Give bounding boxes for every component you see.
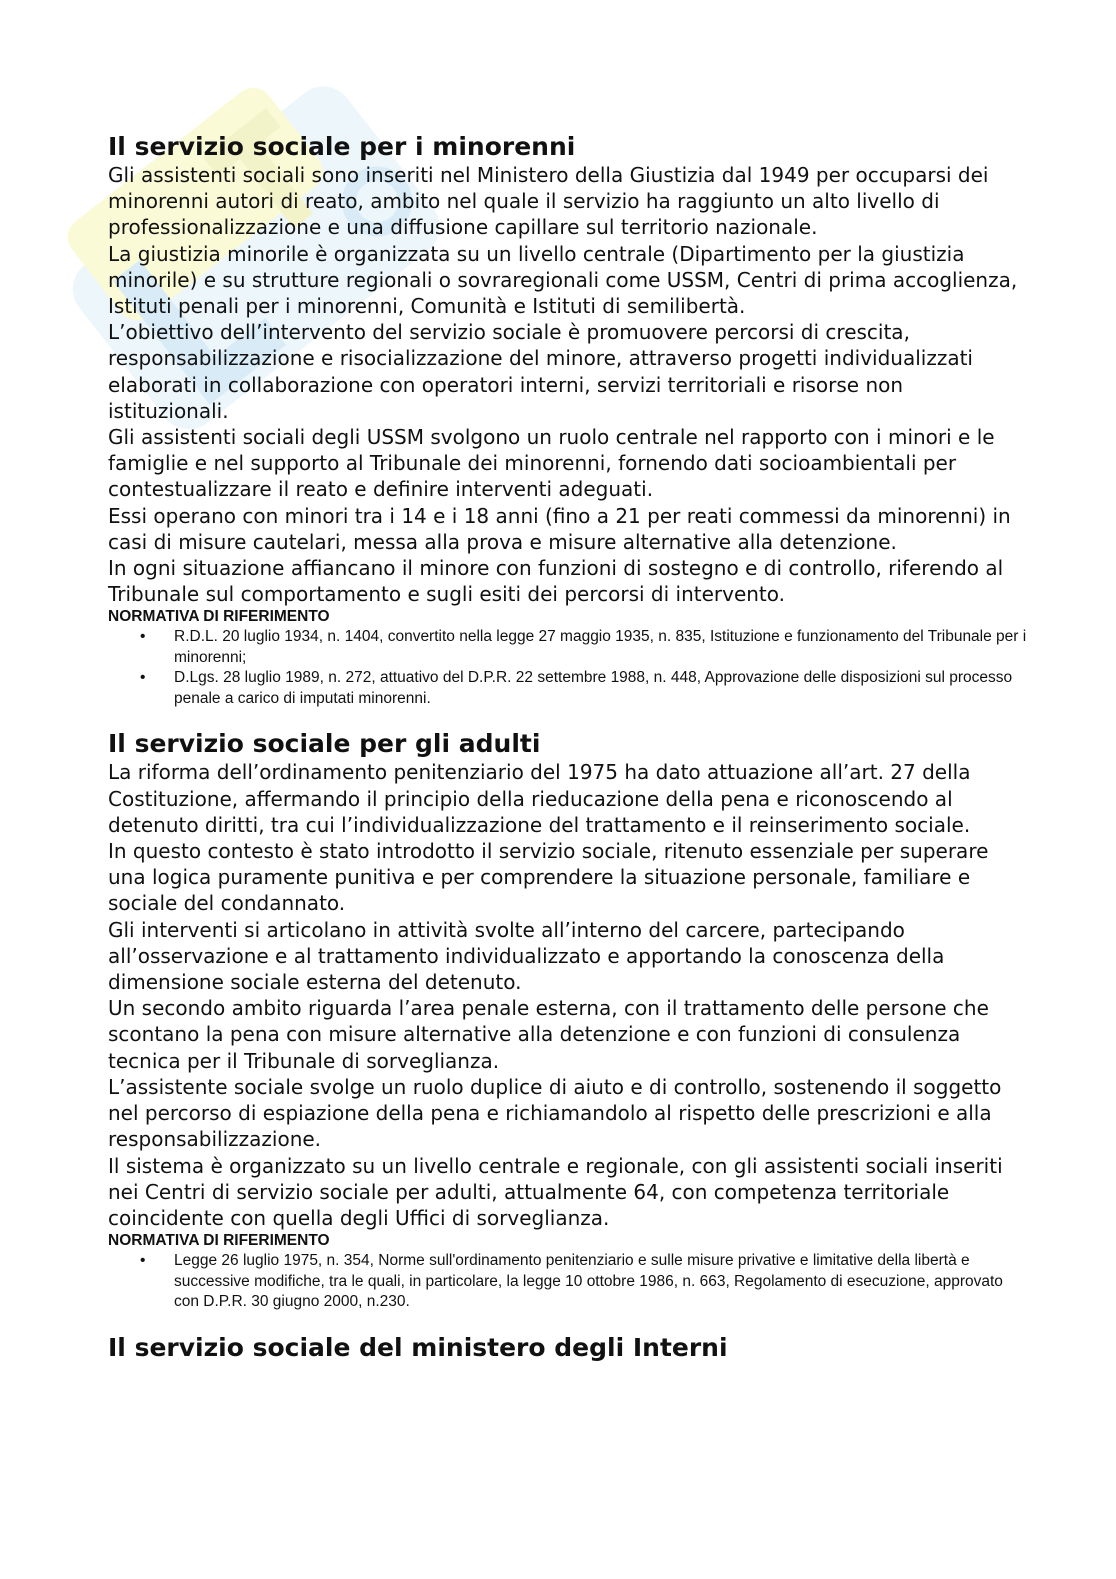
bullet-icon: • xyxy=(140,669,146,687)
section-title: Il servizio sociale per i minorenni xyxy=(108,132,576,161)
reference-list xyxy=(108,627,1028,709)
paragraph: La giustizia minorile è organizzata su un livello centrale (Dipartimento per la giustizia minorile) e su strutture regionali o sovraregionali come USSM, Centri di prima accoglienza, Istituti penali per i minorenni, Comunità e Istituti di semilibertà. xyxy=(108,241,1018,319)
bullet-icon: • xyxy=(140,628,146,646)
paragraph: L’obiettivo dell’intervento del servizio sociale è promuovere percorsi di crescita, responsabilizzazione e risocializzazione del minore, attraverso progetti individualizzati elaborati in collaborazione con operatori interni, servizi territoriali e risorse non istituzionali. xyxy=(108,320,973,423)
reference-text: D.Lgs. 28 luglio 1989, n. 272, attuativo del D.P.R. 22 settembre 1988, n. 448, Approvazione delle disposizioni sul processo penale a carico di imputati minorenni. xyxy=(174,669,1013,707)
reference-item xyxy=(140,627,1028,668)
reference-text: R.D.L. 20 luglio 1934, n. 1404, convertito nella legge 27 maggio 1935, n. 835, Istituzione e funzionamento del Tribunale per i minorenni; xyxy=(174,628,1027,666)
document-page xyxy=(108,132,1028,1363)
reference-text: Legge 26 luglio 1975, n. 354, Norme sull'ordinamento penitenziario e sulle misure privative e limitative della libertà e successive modifiche, tra le quali, in particolare, la legge 10 ottobre 1986, n. 663, Regolamento di esecuzione, approvato con D.P.R. 30 giugno 2000, n.230. xyxy=(174,1252,1003,1311)
paragraph: L’assistente sociale svolge un ruolo duplice di aiuto e di controllo, sostenendo il soggetto nel percorso di espiazione della pena e richiamandolo al rispetto delle prescrizioni e alla responsabilizzazione. xyxy=(108,1074,1002,1152)
reference-list xyxy=(108,1251,1028,1313)
reference-item xyxy=(140,1251,1028,1313)
paragraph: Un secondo ambito riguarda l’area penale esterna, con il trattamento delle persone che scontano la pena con misure alternative alla detenzione e con funzioni di consulenza tecnica per il Tribunale di sorveglianza. xyxy=(108,996,989,1073)
paragraph: Gli assistenti sociali degli USSM svolgono un ruolo centrale nel rapporto con i minori e le famiglie e nel supporto al Tribunale dei minorenni, fornendo dati socioambientali per contestualizzare il reato e definire interventi adeguati. xyxy=(108,425,995,502)
paragraph: Il sistema è organizzato su un livello centrale e regionale, con gli assistenti sociali inseriti nei Centri di servizio sociale per adulti, attualmente 64, con competenza territoriale coincidente con quella degli Uffici di sorveglianza. xyxy=(108,1153,1003,1230)
bullet-icon: • xyxy=(140,1252,146,1270)
reference-item xyxy=(140,668,1028,709)
paragraph: Gli assistenti sociali sono inseriti nel Ministero della Giustizia dal 1949 per occuparsi dei minorenni autori di reato, ambito nel quale il servizio ha raggiunto un alto livello di professionalizzazione e una diffusione capillare sul territorio nazionale. xyxy=(108,163,989,240)
reference-heading: NORMATIVA DI RIFERIMENTO xyxy=(108,1232,330,1250)
paragraph: La riforma dell’ordinamento penitenziario del 1975 ha dato attuazione all’art. 27 della Costituzione, affermando il principio della rieducazione della pena e riconoscendo al detenuto diritti, tra cui l’individualizzazione del trattamento e il reinserimento sociale. xyxy=(108,760,971,837)
paragraph: Gli interventi si articolano in attività svolte all’interno del carcere, partecipando all’osservazione e al trattamento individualizzato e apportando la conoscenza della dimensione sociale esterna del detenuto. xyxy=(108,917,945,995)
section-adulti xyxy=(108,729,1028,1312)
paragraph: In ogni situazione affiancano il minore con funzioni di sostegno e di controllo, riferendo al Tribunale sul comportamento e sugli esiti dei percorsi di intervento. xyxy=(108,556,1004,607)
section-interni xyxy=(108,1333,1028,1363)
paragraph: Essi operano con minori tra i 14 e i 18 anni (fino a 21 per reati commessi da minorenni) in casi di misure cautelari, messa alla prova e misure alternative alla detenzione. xyxy=(108,503,1011,554)
section-minorenni xyxy=(108,132,1028,709)
paragraph: In questo contesto è stato introdotto il servizio sociale, ritenuto essenziale per superare una logica puramente punitiva e per comprendere la situazione personale, familiare e sociale del condannato. xyxy=(108,839,989,916)
section-title: Il servizio sociale per gli adulti xyxy=(108,729,541,759)
reference-heading: NORMATIVA DI RIFERIMENTO xyxy=(108,608,330,626)
section-title: Il servizio sociale del ministero degli Interni xyxy=(108,1332,728,1362)
